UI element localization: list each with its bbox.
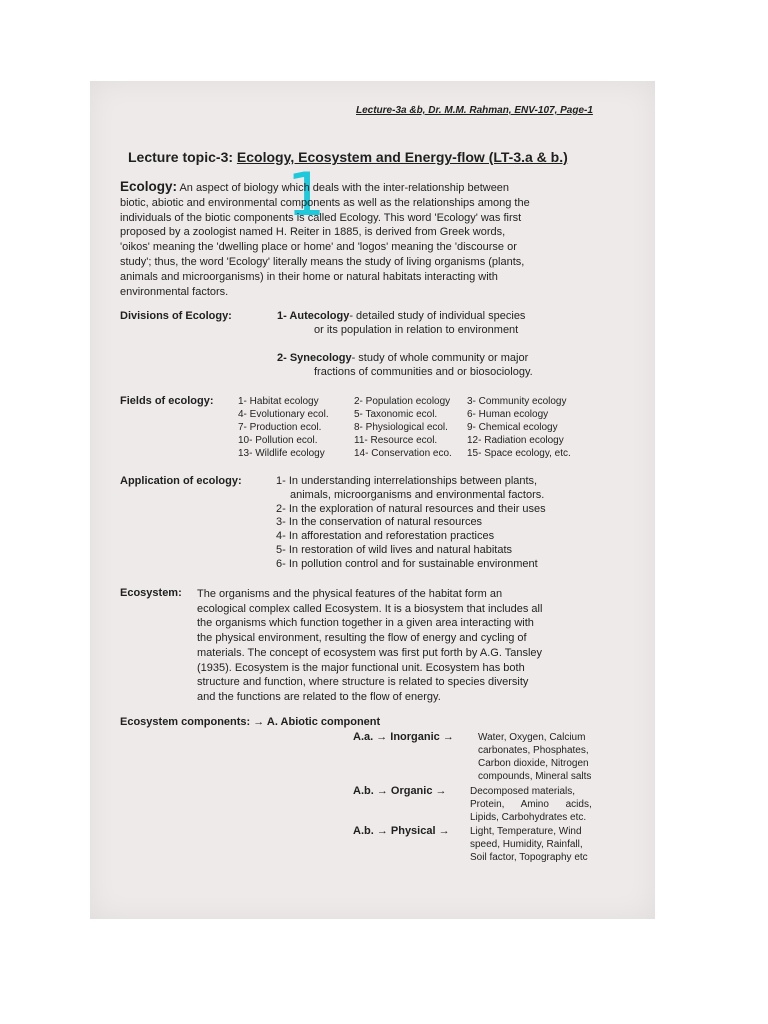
ecosystem-line: ecological complex called Ecosystem. It is a biosystem that includes all bbox=[197, 602, 543, 615]
ecology-line: An aspect of biology which deals with the inter-relationship between bbox=[177, 182, 510, 194]
ecosystem-paragraph bbox=[197, 587, 542, 705]
organic-list bbox=[470, 785, 592, 824]
field-item: 12- Radiation ecology bbox=[467, 435, 564, 446]
component-line: Lipids, Carbohydrates etc. bbox=[470, 812, 587, 823]
ecosystem-line: structure and function, where structure is related to species diversity bbox=[197, 676, 529, 689]
fields-col-1 bbox=[238, 395, 329, 460]
ecology-term: Ecology: bbox=[120, 179, 178, 194]
ecology-line: environmental factors. bbox=[120, 285, 229, 298]
ecosystem-label: Ecosystem: bbox=[120, 587, 182, 599]
component-line: Decomposed materials, bbox=[470, 786, 576, 797]
ecology-line: proposed by a zoologist named H. Reiter in 1885, is derived from Greek words, bbox=[120, 226, 506, 239]
field-item: 9- Chemical ecology bbox=[467, 422, 558, 433]
application-item: 6- In pollution control and for sustainable environment bbox=[276, 557, 538, 570]
field-item: 15- Space ecology, etc. bbox=[467, 448, 571, 459]
synecology-desc-cont: fractions of communities and or biosociology. bbox=[314, 366, 533, 378]
application-item: animals, microorganisms and environmental factors. bbox=[290, 488, 545, 501]
ecology-line: study'; thus, the word 'Ecology' literally means the study of living organisms (plants, bbox=[120, 255, 525, 268]
ecology-line: animals and microorganisms) in their home or natural habitats interacting with bbox=[120, 270, 498, 283]
field-item: 11- Resource ecol. bbox=[354, 435, 438, 446]
field-item: 10- Pollution ecol. bbox=[238, 435, 318, 446]
field-item: 4- Evolutionary ecol. bbox=[238, 409, 329, 420]
document-page bbox=[90, 81, 655, 919]
field-item: 14- Conservation eco. bbox=[354, 448, 452, 459]
fields-col-3 bbox=[467, 395, 571, 460]
application-item: 3- In the conservation of natural resources bbox=[276, 516, 483, 529]
ecosystem-line: and the functions are related to the flow of energy. bbox=[197, 690, 441, 703]
component-line: Protein, Amino acids, bbox=[470, 799, 592, 810]
divisions-label: Divisions of Ecology: bbox=[120, 310, 232, 322]
physical-head: A.b. → Physical → bbox=[353, 825, 450, 837]
topic-title: Ecology, Ecosystem and Energy-flow (LT-3.a & b.) bbox=[236, 149, 568, 165]
field-item: 3- Community ecology bbox=[467, 396, 567, 407]
component-line: compounds, Mineral salts bbox=[478, 771, 592, 782]
field-item: 13- Wildlife ecology bbox=[238, 448, 325, 459]
component-line: Water, Oxygen, Calcium bbox=[478, 732, 586, 743]
field-item: 6- Human ecology bbox=[467, 409, 549, 420]
autecology-term: 1- Autecology bbox=[277, 310, 350, 322]
division-autecology bbox=[277, 310, 525, 322]
page-header: Lecture-3a &b, Dr. M.M. Rahman, ENV-107, Page-1 bbox=[356, 105, 593, 116]
autecology-desc-cont: or its population in relation to environment bbox=[314, 324, 519, 336]
ecosystem-line: The organisms and the physical features of the habitat form an bbox=[197, 588, 503, 600]
field-item: 2- Population ecology bbox=[354, 396, 451, 407]
field-item: 8- Physiological ecol. bbox=[354, 422, 448, 433]
organic-head: A.b. → Organic → bbox=[353, 785, 447, 797]
fields-col-2 bbox=[354, 395, 452, 460]
topic-prefix: Lecture topic-3: bbox=[128, 149, 237, 165]
component-line: carbonates, Phosphates, bbox=[478, 745, 589, 756]
ecosystem-line: the physical environment, resulting the flow of energy and cycling of bbox=[197, 632, 527, 645]
page-number-mark: 1 bbox=[287, 160, 326, 230]
application-item: 2- In the exploration of natural resources and their uses bbox=[276, 502, 546, 515]
ecology-line: individuals of the biotic components is called Ecology. This word 'Ecology' was first bbox=[120, 211, 522, 224]
ecosystem-line: (1935). Ecosystem is the major functional unit. Ecosystem has both bbox=[197, 661, 525, 674]
ecology-paragraph bbox=[120, 180, 610, 299]
field-item: 5- Taxonomic ecol. bbox=[354, 409, 438, 420]
application-item: 5- In restoration of wild lives and natural habitats bbox=[276, 543, 513, 556]
inorganic-list bbox=[478, 731, 591, 783]
physical-list bbox=[470, 825, 588, 864]
division-synecology bbox=[277, 352, 528, 364]
synecology-desc: - study of whole community or major bbox=[351, 352, 529, 364]
field-item: 1- Habitat ecology bbox=[238, 396, 319, 407]
components-label: Ecosystem components: → A. Abiotic component bbox=[120, 716, 381, 728]
application-label: Application of ecology: bbox=[120, 475, 242, 487]
application-item: 4- In afforestation and reforestation practices bbox=[276, 530, 495, 543]
component-line: Light, Temperature, Wind bbox=[470, 826, 582, 837]
ecology-line: 'oikos' meaning the 'dwelling place or home' and 'logos' meaning the 'discourse or bbox=[120, 241, 517, 254]
inorganic-head: A.a. → Inorganic → bbox=[353, 731, 454, 743]
ecosystem-line: materials. The concept of ecosystem was first put forth by A.G. Tansley bbox=[197, 646, 543, 659]
component-line: Soil factor, Topography etc bbox=[470, 852, 588, 863]
synecology-term: 2- Synecology bbox=[277, 352, 352, 364]
ecology-line: biotic, abiotic and environmental components as well as the relationships among the bbox=[120, 196, 530, 209]
ecosystem-line: the organisms which function together in a given area interacting with bbox=[197, 617, 534, 630]
fields-label: Fields of ecology: bbox=[120, 395, 214, 407]
component-line: speed, Humidity, Rainfall, bbox=[470, 839, 583, 850]
application-item: 1- In understanding interrelationships between plants, bbox=[276, 475, 538, 487]
field-item: 7- Production ecol. bbox=[238, 422, 322, 433]
lecture-topic-title bbox=[128, 149, 568, 165]
application-list bbox=[276, 475, 546, 572]
autecology-desc: - detailed study of individual species bbox=[349, 310, 526, 322]
component-line: Carbon dioxide, Nitrogen bbox=[478, 758, 589, 769]
